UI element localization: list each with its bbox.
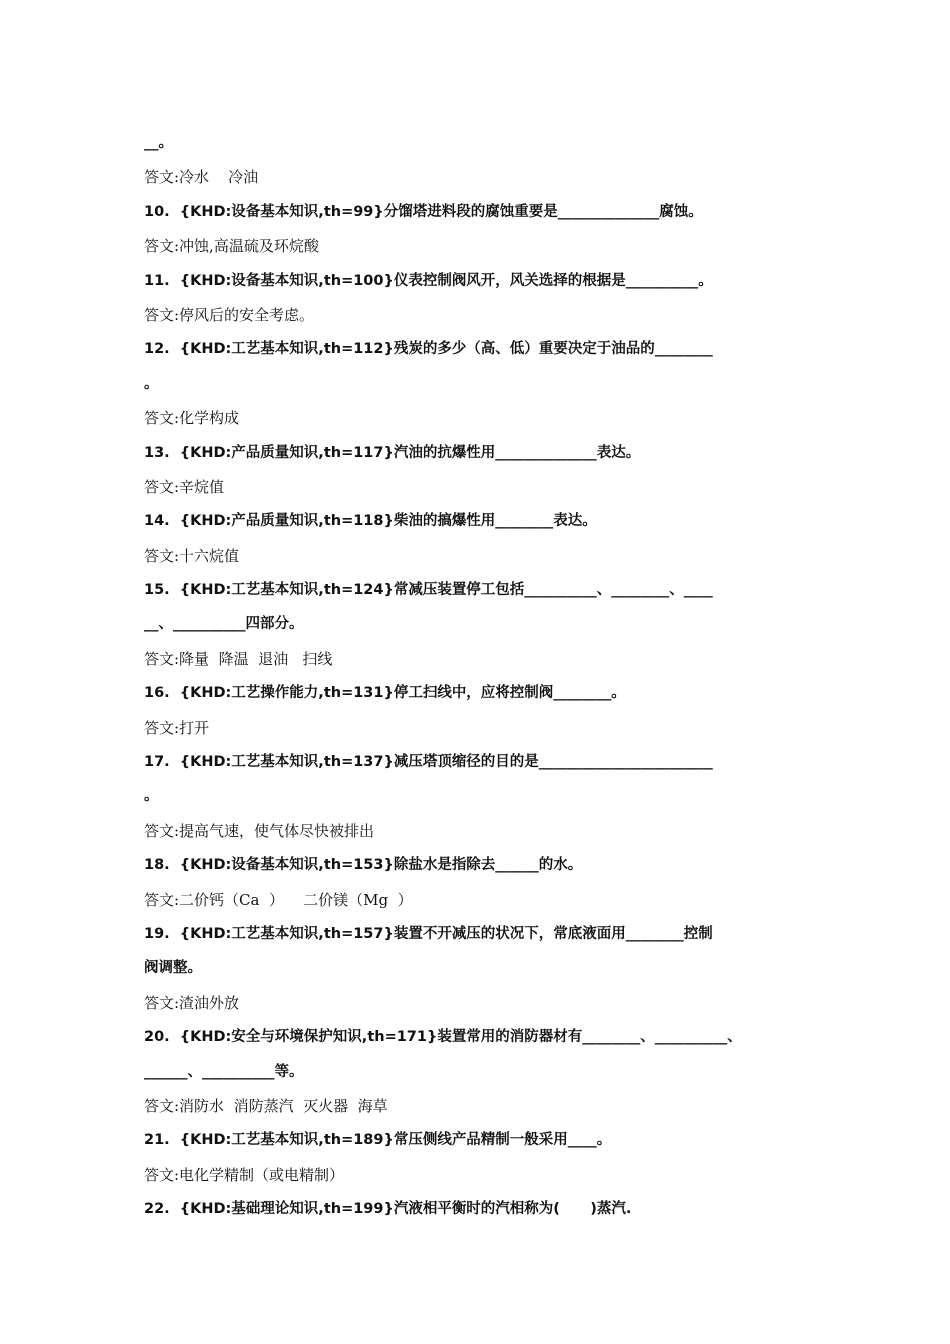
- question-line: 21. {KHD:工艺基本知识,th=189}常压侧线产品精制一般采用____。: [144, 1132, 612, 1149]
- question-line: 15. {KHD:工艺基本知识,th=124}常减压装置停工包括__________、________、____: [144, 582, 713, 599]
- question-continuation: ______、__________等。: [144, 1063, 304, 1080]
- question-line: 16. {KHD:工艺操作能力,th=131}停工扫线中，应将控制阀________。: [144, 685, 626, 702]
- answer-line: 答文:提高气速，使气体尽快被排出: [144, 821, 375, 840]
- question-line: 22. {KHD:基础理论知识,th=199}汽液相平衡时的汽相称为( )蒸汽.: [144, 1201, 632, 1218]
- question-continuation: 。: [144, 375, 159, 392]
- question-continuation: __、__________四部分。: [144, 616, 304, 633]
- question-line: 20. {KHD:安全与环境保护知识,th=171}装置常用的消防器材有________、__________、: [144, 1029, 742, 1046]
- document-page: [144, 126, 824, 1227]
- question-line: 14. {KHD:产品质量知识,th=118}柴油的搞爆性用________表达。: [144, 513, 597, 530]
- answer-line: 答文:渣油外放: [144, 993, 240, 1012]
- question-line: 10. {KHD:设备基本知识,th=99}分馏塔进料段的腐蚀重要是______________腐蚀。: [144, 203, 703, 220]
- question-continuation: __。: [144, 135, 173, 151]
- question-line: 12. {KHD:工艺基本知识,th=112}残炭的多少（高、低）重要决定于油品的________: [144, 341, 713, 358]
- answer-line: 答文:十六烷值: [144, 546, 240, 565]
- answer-line: 答文:停风后的安全考虑。: [144, 305, 315, 324]
- question-line: 17. {KHD:工艺基本知识,th=137}减压塔顶缩径的目的是________________________: [144, 754, 713, 771]
- answer-line: 答文:化学构成: [144, 409, 240, 428]
- question-line: 18. {KHD:设备基本知识,th=153}除盐水是指除去______的水。: [144, 857, 583, 874]
- answer-line: 答文:辛烷值: [144, 477, 225, 496]
- question-line: 19. {KHD:工艺基本知识,th=157}装置不开减压的状况下，常底液面用________控制: [144, 925, 713, 942]
- question-line: 13. {KHD:产品质量知识,th=117}汽油的抗爆性用______________表达。: [144, 444, 641, 461]
- question-continuation: 阀调整。: [144, 960, 202, 977]
- answer-line: 答文:冷水 冷油: [144, 168, 259, 187]
- question-continuation: 。: [144, 788, 159, 805]
- answer-line: 答文:降量 降温 退油 扫线: [144, 649, 333, 668]
- answer-line: 答文:冲蚀,高温硫及环烷酸: [144, 237, 319, 256]
- question-line: 11. {KHD:设备基本知识,th=100}仪表控制阀风开，风关选择的根据是__________。: [144, 272, 713, 289]
- answer-line: 答文:打开: [144, 718, 210, 737]
- answer-line: 答文:电化学精制（或电精制）: [144, 1165, 345, 1184]
- answer-line: 答文:消防水 消防蒸汽 灭火器 海草: [144, 1096, 388, 1115]
- answer-line: 答文:二价钙（Ca ） 二价镁（Mg ）: [144, 890, 413, 909]
